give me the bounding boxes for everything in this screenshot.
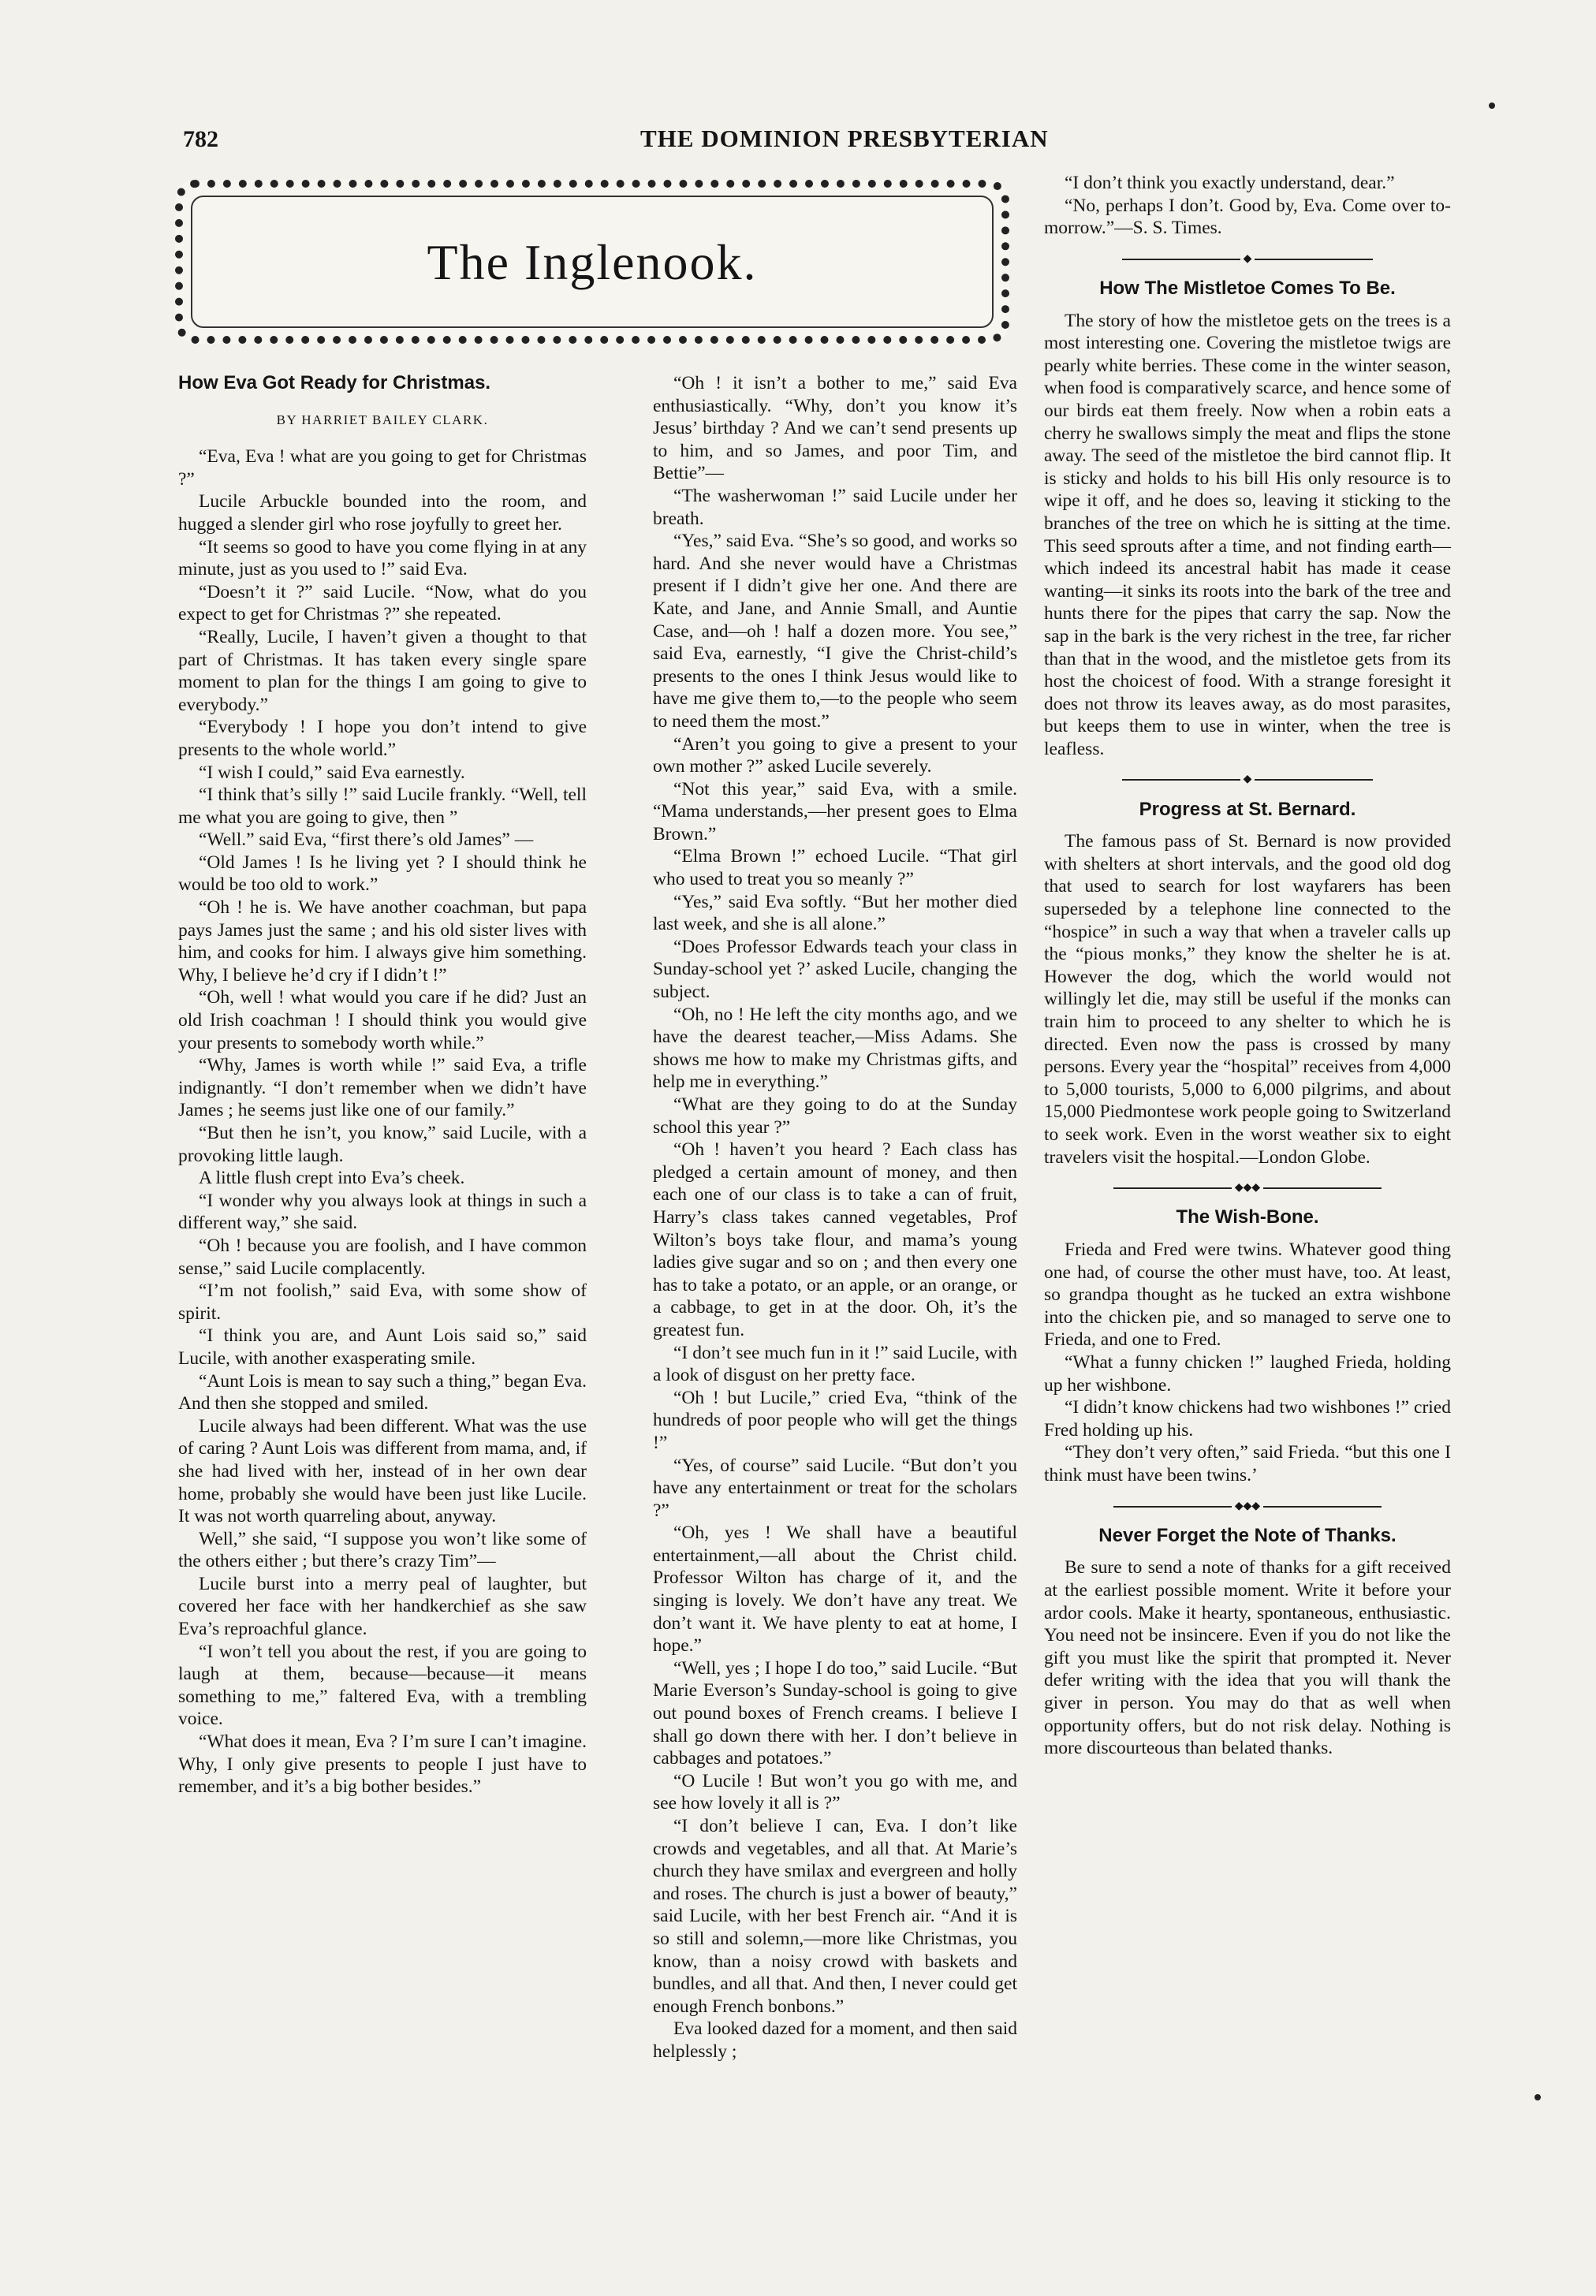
paragraph: “They don’t very often,” said Frieda. “but this one I think must have been twins.’ — [1044, 1442, 1451, 1485]
paragraph: Eva looked dazed for a moment, and then said helplessly ; — [653, 2018, 1017, 2062]
section-banner — [175, 180, 1009, 344]
paragraph: “But then he isn’t, you know,” said Lucile, with a provoking little laugh. — [178, 1123, 587, 1166]
paragraph: “I’m not foolish,” said Eva, with some show of spirit. — [178, 1280, 587, 1324]
section-title: The Inglenook. — [427, 234, 758, 290]
paragraph: “It seems so good to have you come flying in at any minute, just as you used to !” said Eva. — [178, 536, 587, 580]
mistletoe-title: How The Mistletoe Comes To Be. — [1099, 278, 1396, 299]
paragraph: “No, perhaps I don’t. Good by, Eva. Come over to-morrow.”—S. S. Times. — [1044, 195, 1451, 239]
page-number: 782 — [183, 126, 218, 152]
paragraph: “Oh, yes ! We shall have a beautiful entertainment,—all about the Christ child. Professor Wilton has charge of it, and the singing is lovely. We don’t have any treat. We don’t want it. We have plenty to eat at home, I hope.” — [653, 1523, 1017, 1657]
paragraph: “I won’t tell you about the rest, if you are going to laugh at them, because—because—it means something to me,” faltered Eva, with a trembling voice. — [178, 1641, 587, 1730]
paragraph: “I don’t believe I can, Eva. I don’t like crowds and vegetables, and all that. At Marie’s church they have smilax and evergreen and holly and roses. The church is just a bower of beauty,” said Lucile, with her best French air. “And it is so still and solemn,—more like Christmas, you know, than a noisy crowd with baskets and bundles, and all that. And then, I never could get enough French bonbons.” — [653, 1816, 1017, 2017]
paragraph: Lucile always had been different. What was the use of caring ? Aunt Lois was different from mama, and, if she had lived with her, instead of in her own dear home, probably she would have been just like Lucile. It was not worth quarreling about, anyway. — [178, 1415, 587, 1527]
print-speck — [1534, 2094, 1541, 2100]
thanks-body: Be sure to send a note of thanks for a gift received at the earliest possible moment. Write it before your ardor cools. Make it hearty, spontaneous, enthusiastic. You need not be insincere. Even if you do not like the gift you must like the spirit that prompted it. Never defer writing with the idea that you will thank the giver in person. You may do that as well when opportunity offers, but do not risk delay. Nothing is more discourteous than belated thanks. — [1044, 1557, 1451, 1759]
story-byline: BY HARRIET BAILEY CLARK. — [276, 412, 489, 427]
paragraph: “Oh ! haven’t you heard ? Each class has pledged a certain amount of money, and then each one of our class is to take a can of fruit, Harry’s class takes canned vegetables, Prof Wilton’s boys take flour, and mama’s young ladies give sugar and so on ; and then every one has to take a potato, or an apple, or an orange, or a cabbage, to get in at the door. Oh, it’s the greatest fun. — [653, 1139, 1017, 1340]
story-col2-body — [653, 372, 1017, 2063]
separator: ◆◆◆ — [1044, 1183, 1451, 1194]
paragraph: “I think you are, and Aunt Lois said so,” said Lucile, with another exasperating smile. — [178, 1325, 587, 1369]
bernard-body: The famous pass of St. Bernard is now provided with shelters at short intervals, and the good old dog that used to search for lost wayfarers has been superseded by a telephone line connected to the “hospice” in such a way that when a traveler calls up the “pious monks,” they know the shelter he is at. However the dog, which the world would not willingly let die, may still be useful if the monks can train him to proceed to any shelter to which he is directed. Even now the pass is crossed by many persons. Every year the “hospital” receives from 4,000 to 5,000 tourists, 5,000 to 6,000 pilgrims, and about 15,000 Piedmontese work people going to Switzerland to seek work. Even in the worst weather six to eight travelers visit the hospital.—London Globe. — [1044, 831, 1451, 1168]
paragraph: Lucile Arbuckle bounded into the room, and hugged a slender girl who rose joyfully to greet her. — [178, 491, 587, 535]
paragraph: “Yes,” said Eva. “She’s so good, and works so hard. And she never would have a Christmas present if I didn’t give her one. And there are Kate, and Jane, and Annie Small, and Auntie Case, and—oh ! half a dozen more. You see,” said Eva, earnestly, “I give the Christ-child’s presents to the ones I think Jesus would like to have me give them to,—to the people who seem to need them the most.” — [653, 531, 1017, 732]
publication-title: THE DOMINION PRESBYTERIAN — [640, 125, 1049, 152]
paragraph: “Really, Lucile, I haven’t given a thought to that part of Christmas. It has taken every single spare moment to plan for the things I am going to give to everybody.” — [178, 626, 587, 715]
paragraph: “Yes,” said Eva softly. “But her mother died last week, and she is all alone.” — [653, 891, 1017, 935]
paragraph: “Aren’t you going to give a present to your own mother ?” asked Lucile severely. — [653, 733, 1017, 777]
column-2 — [653, 372, 1017, 2063]
paragraph: Well,” she said, “I suppose you won’t like some of the others either ; but there’s crazy Tim”— — [178, 1528, 587, 1572]
paragraph: “Oh ! because you are foolish, and I have common sense,” said Lucile complacently. — [178, 1235, 587, 1279]
paragraph: “Eva, Eva ! what are you going to get for Christmas ?” — [178, 446, 587, 490]
bernard-title: Progress at St. Bernard. — [1139, 798, 1356, 820]
paragraph: Lucile burst into a merry peal of laughter, but covered her face with her handkerchief as she saw Eva’s reproachful glance. — [178, 1573, 587, 1640]
story-col3-body — [1044, 172, 1451, 240]
paragraph: “I didn’t know chickens had two wishbones !” cried Fred holding up his. — [1044, 1397, 1451, 1441]
paragraph: “Does Professor Edwards teach your class in Sunday-school yet ?’ asked Lucile, changing the subject. — [653, 936, 1017, 1003]
paragraph: “Yes, of course” said Lucile. “But don’t you have any entertainment or treat for the scholars ?” — [653, 1455, 1017, 1521]
paragraph: “Oh, well ! what would you care if he did? Just an old Irish coachman ! I should think you would give your presents to somebody worth while.” — [178, 987, 587, 1053]
paragraph: “Oh ! it isn’t a bother to me,” said Eva enthusiastically. “Why, don’t you know it’s Jesus’ birthday ? And we can’t send presents up to him, and so James, and poor Tim, and Bettie”— — [653, 373, 1017, 484]
wishbone-title: The Wish-Bone. — [1176, 1206, 1319, 1228]
paragraph: “I don’t see much fun in it !” said Lucile, with a look of disgust on her pretty face. — [653, 1342, 1017, 1386]
separator: ◆◆◆ — [1044, 1501, 1451, 1512]
paragraph: Frieda and Fred were twins. Whatever good thing one had, of course the other must have, too. At least, so grandpa thought as he tucked an extra wishbone into the chicken pie, and so managed to serve one to Frieda, and one to Fred. — [1044, 1239, 1451, 1351]
mistletoe-body: The story of how the mistletoe gets on the trees is a most interesting one. Covering the mistletoe twigs are pearly white berries. These come in the winter season, when food is comparatively scarce, and hence some of our birds eat them freely. Now when a robin eats a cherry he swallows simply the meat and flips the stone away. The seed of the mistletoe the bird cannot flip. It is sticky and holds to his bill His only resource is to wipe it off, and he does so, leaving it sticking to the branches of the tree on which he is sitting at the time. This seed sprouts after a time, and not finding earth—which indeed its ancestral habit has made it cease wanting—it sinks its roots into the bark of the tree and hunts there for the pipes that carry the sap. Now the sap in the bark is the very richest in the tree, far richer than that in the wood, and the mistletoe gets from its host the choicest of food. With a strange foresight it does not throw its leaves away, as do most parasites, but keeps them to use in winter, when the tree is leafless. — [1044, 310, 1451, 759]
paragraph: “Oh ! but Lucile,” cried Eva, “think of the hundreds of poor people who will get the things !” — [653, 1387, 1017, 1453]
paragraph: “I wish I could,” said Eva earnestly. — [199, 762, 465, 783]
paragraph: “Not this year,” said Eva, with a smile. “Mama understands,—her present goes to Elma Brown.” — [653, 778, 1017, 844]
paragraph: “I don’t think you exactly understand, dear.” — [1065, 173, 1395, 193]
paragraph: “I wonder why you always look at things in such a different way,” she said. — [178, 1190, 587, 1234]
paragraph: “Doesn’t it ?” said Lucile. “Now, what do you expect to get for Christmas ?” she repeated. — [178, 581, 587, 625]
paragraph: “Oh, no ! He left the city months ago, and we have the dearest teacher,—Miss Adams. She shows me how to make my Christmas gifts, and help me in everything.” — [653, 1004, 1017, 1093]
column-3 — [1044, 172, 1451, 1760]
paragraph: “Well, yes ; I hope I do too,” said Lucile. “But Marie Everson’s Sunday-school is going to give out pound boxes of French creams. I believe I shall go down there with her. I don’t believe in cabbages and potatoes.” — [653, 1657, 1018, 1769]
paragraph: “Everybody ! I hope you don’t intend to give presents to the whole world.” — [178, 717, 587, 760]
thanks-title: Never Forget the Note of Thanks. — [1098, 1524, 1396, 1546]
wishbone-body — [1044, 1239, 1451, 1487]
separator: ◆ — [1044, 254, 1451, 265]
paragraph: “Why, James is worth while !” said Eva, a trifle indignantly. “I don’t remember when we didn’t have James ; he seems just like one of our family.” — [178, 1055, 587, 1121]
print-speck — [1489, 102, 1495, 109]
story-col1-body — [178, 445, 587, 1798]
paragraph: “I think that’s silly !” said Lucile frankly. “Well, tell me what you are going to give, then ” — [178, 785, 587, 828]
paragraph: “What does it mean, Eva ? I’m sure I can’t imagine. Why, I only give presents to people I just have to remember, and it’s a big bother besides.” — [178, 1731, 587, 1798]
column-1 — [178, 372, 587, 1798]
story-title: How Eva Got Ready for Christmas. — [178, 372, 491, 393]
paragraph: “What are they going to do at the Sunday school this year ?” — [653, 1094, 1017, 1138]
paragraph: “Aunt Lois is mean to say such a thing,” began Eva. And then she stopped and smiled. — [178, 1370, 587, 1414]
paragraph: “The washerwoman !” said Lucile under her breath. — [653, 485, 1017, 529]
paragraph: “Well.” said Eva, “first there’s old James” — — [199, 829, 534, 851]
paragraph: “Old James ! Is he living yet ? I should think he would be too old to work.” — [178, 852, 587, 896]
paragraph: “O Lucile ! But won’t you go with me, and see how lovely it all is ?” — [653, 1770, 1017, 1814]
paragraph: “What a funny chicken !” laughed Frieda, holding up her wishbone. — [1044, 1351, 1451, 1396]
paragraph: “Oh ! he is. We have another coachman, but papa pays James just the same ; and his old sister lives with him, and cooks for him. I always give him something. Why, I believe he’d cry if I didn’t !” — [178, 897, 587, 986]
paragraph: “Elma Brown !” echoed Lucile. “That girl who used to treat you so meanly ?” — [653, 846, 1017, 890]
separator: ◆ — [1044, 774, 1451, 785]
paragraph: A little flush crept into Eva’s cheek. — [199, 1168, 465, 1189]
